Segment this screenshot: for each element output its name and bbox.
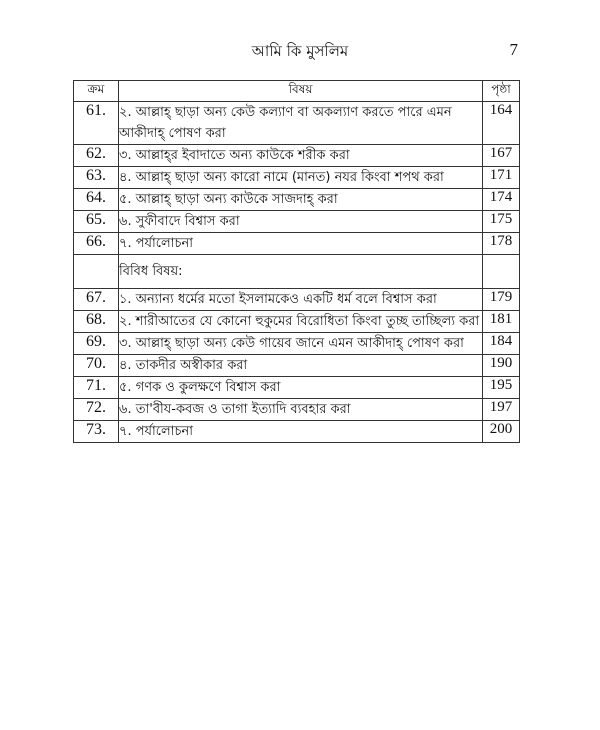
table-row [74, 102, 520, 145]
table-row [74, 399, 520, 421]
row-number: 68. [74, 311, 119, 333]
row-page: 174 [483, 189, 520, 211]
row-number: 65. [74, 211, 119, 233]
row-page: 164 [483, 102, 520, 145]
row-page: 175 [483, 211, 520, 233]
table-row [74, 333, 520, 355]
row-page: 190 [483, 355, 520, 377]
row-page: 171 [483, 167, 520, 189]
row-title: ৩. আল্লাহ্‌ ছাড়া অন্য কেউ গায়েব জানে এমন আকীদাহ্‌ পোষণ করা [119, 333, 483, 355]
column-header-subject: বিষয় [119, 81, 483, 102]
row-title: ১. অন্যান্য ধর্মের মতো ইসলামকেও একটি ধর্ম বলে বিশ্বাস করা [119, 289, 483, 311]
row-page: 178 [483, 233, 520, 255]
row-title: ২. শারীআতের যে কোনো হুকুমের বিরোধিতা কিংবা তুচ্ছ তাচ্ছিল্য করা [119, 311, 483, 333]
row-title: ৫. আল্লাহ্‌ ছাড়া অন্য কাউকে সাজদাহ্‌ করা [119, 189, 483, 211]
table-row [74, 377, 520, 399]
row-number: 69. [74, 333, 119, 355]
table-row [74, 421, 520, 443]
row-title: ৫. গণক ও কুলক্ষণে বিশ্বাস করা [119, 377, 483, 399]
row-title: ২. আল্লাহ্‌ ছাড়া অন্য কেউ কল্যাণ বা অকল্যাণ করতে পারে এমন আকীদাহ্‌ পোষণ করা [119, 102, 483, 145]
table-row [74, 311, 520, 333]
row-title: ৪. তাকদীর অস্বীকার করা [119, 355, 483, 377]
section-heading-row [74, 255, 520, 289]
page-header-title: আমি কি মুসলিম [251, 42, 349, 60]
row-page [483, 255, 520, 289]
section-heading: বিবিধ বিষয়: [119, 255, 483, 289]
table-row [74, 355, 520, 377]
column-header-page: পৃষ্ঠা [483, 81, 520, 102]
row-title: ৭. পর্যালোচনা [119, 233, 483, 255]
row-number: 62. [74, 145, 119, 167]
column-header-serial: ক্রম [74, 81, 119, 102]
table-row [74, 289, 520, 311]
row-number: 64. [74, 189, 119, 211]
row-page: 179 [483, 289, 520, 311]
row-page: 167 [483, 145, 520, 167]
page-number: 7 [509, 40, 518, 59]
contents-table [73, 80, 520, 443]
row-number: 70. [74, 355, 119, 377]
row-page: 181 [483, 311, 520, 333]
row-number: 72. [74, 399, 119, 421]
row-title: ৬. তা'বীয-কবজ ও তাগা ইত্যাদি ব্যবহার করা [119, 399, 483, 421]
row-number: 67. [74, 289, 119, 311]
row-page: 200 [483, 421, 520, 443]
row-number: 63. [74, 167, 119, 189]
row-number [74, 255, 119, 289]
row-title: ৪. আল্লাহ্‌ ছাড়া অন্য কারো নামে (মানত) নযর কিংবা শপথ করা [119, 167, 483, 189]
row-number: 66. [74, 233, 119, 255]
row-number: 61. [74, 102, 119, 145]
row-number: 71. [74, 377, 119, 399]
row-page: 184 [483, 333, 520, 355]
table-row [74, 211, 520, 233]
table-row [74, 233, 520, 255]
row-title: ৭. পর্যালোচনা [119, 421, 483, 443]
table-row [74, 189, 520, 211]
row-number: 73. [74, 421, 119, 443]
row-title: ৩. আল্লাহ্‌র ইবাদাতে অন্য কাউকে শরীক করা [119, 145, 483, 167]
row-page: 197 [483, 399, 520, 421]
table-header-row [74, 81, 520, 102]
table-row [74, 167, 520, 189]
table-row [74, 145, 520, 167]
row-title: ৬. সুফীবাদে বিশ্বাস করা [119, 211, 483, 233]
row-page: 195 [483, 377, 520, 399]
